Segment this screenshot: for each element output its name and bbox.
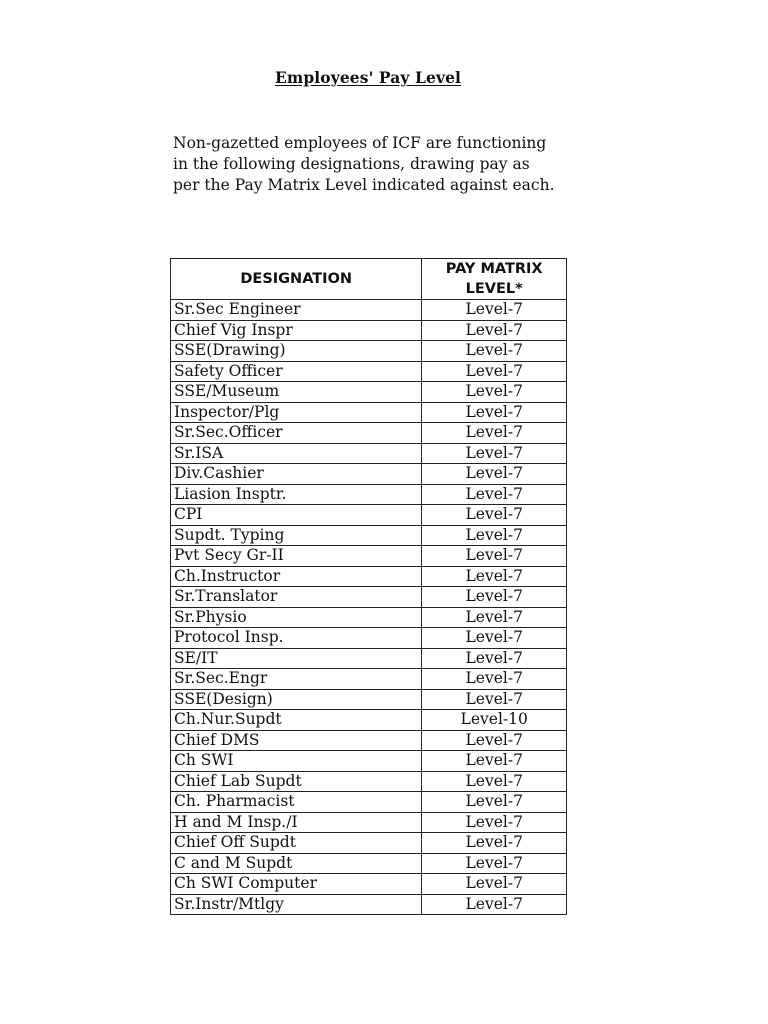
designation-cell: Supdt. Typing [171, 525, 422, 546]
pay-level-cell: Level-10 [422, 710, 567, 731]
pay-level-cell: Level-7 [422, 341, 567, 362]
pay-matrix-level-column-header [422, 259, 567, 300]
pay-level-cell: Level-7 [422, 525, 567, 546]
designation-cell: C and M Supdt [171, 853, 422, 874]
designation-cell: Pvt Secy Gr-II [171, 546, 422, 567]
table-row [171, 792, 567, 813]
pay-level-cell: Level-7 [422, 587, 567, 608]
designation-cell: Chief Vig Inspr [171, 320, 422, 341]
designation-cell: Sr.Translator [171, 587, 422, 608]
pay-level-cell: Level-7 [422, 300, 567, 321]
pay-level-cell: Level-7 [422, 607, 567, 628]
pay-level-cell: Level-7 [422, 423, 567, 444]
table-row [171, 730, 567, 751]
intro-line: Non-gazetted employees of ICF are functioning [173, 134, 547, 152]
table-row [171, 771, 567, 792]
table-row [171, 833, 567, 854]
pay-level-cell: Level-7 [422, 669, 567, 690]
intro-paragraph [173, 133, 593, 196]
table-row [171, 648, 567, 669]
designation-cell: Ch. Pharmacist [171, 792, 422, 813]
designation-cell: SSE/Museum [171, 382, 422, 403]
pay-level-cell: Level-7 [422, 894, 567, 915]
table-row [171, 710, 567, 731]
table-row [171, 525, 567, 546]
table-row [171, 628, 567, 649]
table-header-row [171, 259, 567, 300]
designation-cell: SSE(Drawing) [171, 341, 422, 362]
designation-cell: Ch.Nur.Supdt [171, 710, 422, 731]
intro-line: in the following designations, drawing pay as [173, 155, 530, 173]
table-row [171, 402, 567, 423]
pay-level-cell: Level-7 [422, 792, 567, 813]
pay-level-cell: Level-7 [422, 853, 567, 874]
table-row [171, 464, 567, 485]
pay-level-cell: Level-7 [422, 546, 567, 567]
designation-cell: H and M Insp./I [171, 812, 422, 833]
pay-level-cell: Level-7 [422, 505, 567, 526]
pay-level-cell: Level-7 [422, 484, 567, 505]
pay-level-table [170, 258, 567, 915]
table-row [171, 669, 567, 690]
table-row [171, 853, 567, 874]
designation-cell: Sr.Sec Engineer [171, 300, 422, 321]
designation-cell: Div.Cashier [171, 464, 422, 485]
pay-level-cell: Level-7 [422, 874, 567, 895]
designation-cell: Sr.ISA [171, 443, 422, 464]
table-row [171, 300, 567, 321]
designation-cell: Sr.Sec.Officer [171, 423, 422, 444]
designation-cell: CPI [171, 505, 422, 526]
table-row [171, 566, 567, 587]
designation-cell: Ch.Instructor [171, 566, 422, 587]
pay-level-cell: Level-7 [422, 402, 567, 423]
page-title: Employees' Pay Level [274, 68, 462, 87]
designation-column-header: DESIGNATION [171, 259, 422, 300]
pay-level-cell: Level-7 [422, 382, 567, 403]
table-row [171, 382, 567, 403]
pay-matrix-header-line2: LEVEL* [465, 281, 523, 297]
table-row [171, 484, 567, 505]
pay-level-cell: Level-7 [422, 751, 567, 772]
table-row [171, 443, 567, 464]
designation-cell: Ch SWI Computer [171, 874, 422, 895]
table-row [171, 689, 567, 710]
table-row [171, 546, 567, 567]
pay-matrix-header-line1: PAY MATRIX [445, 261, 543, 277]
table-row [171, 894, 567, 915]
table-row [171, 423, 567, 444]
designation-cell: Ch SWI [171, 751, 422, 772]
pay-level-cell: Level-7 [422, 833, 567, 854]
pay-level-cell: Level-7 [422, 566, 567, 587]
intro-line: per the Pay Matrix Level indicated against each. [173, 176, 555, 194]
pay-level-cell: Level-7 [422, 320, 567, 341]
designation-cell: Safety Officer [171, 361, 422, 382]
designation-cell: Protocol Insp. [171, 628, 422, 649]
pay-level-cell: Level-7 [422, 628, 567, 649]
designation-cell: SE/IT [171, 648, 422, 669]
table-row [171, 341, 567, 362]
pay-level-cell: Level-7 [422, 361, 567, 382]
pay-level-cell: Level-7 [422, 812, 567, 833]
designation-cell: Chief Lab Supdt [171, 771, 422, 792]
table-row [171, 505, 567, 526]
table-row [171, 361, 567, 382]
table-row [171, 607, 567, 628]
designation-cell: Sr.Physio [171, 607, 422, 628]
designation-cell: Liasion Insptr. [171, 484, 422, 505]
table-row [171, 320, 567, 341]
table-row [171, 751, 567, 772]
pay-level-cell: Level-7 [422, 464, 567, 485]
designation-cell: Sr.Instr/Mtlgy [171, 894, 422, 915]
pay-level-cell: Level-7 [422, 730, 567, 751]
designation-cell: Inspector/Plg [171, 402, 422, 423]
table-row [171, 874, 567, 895]
designation-cell: Chief Off Supdt [171, 833, 422, 854]
pay-level-cell: Level-7 [422, 443, 567, 464]
table-row [171, 812, 567, 833]
pay-level-cell: Level-7 [422, 648, 567, 669]
designation-cell: Sr.Sec.Engr [171, 669, 422, 690]
designation-cell: SSE(Design) [171, 689, 422, 710]
pay-level-cell: Level-7 [422, 771, 567, 792]
table-body [171, 300, 567, 915]
pay-level-cell: Level-7 [422, 689, 567, 710]
table-row [171, 587, 567, 608]
designation-cell: Chief DMS [171, 730, 422, 751]
